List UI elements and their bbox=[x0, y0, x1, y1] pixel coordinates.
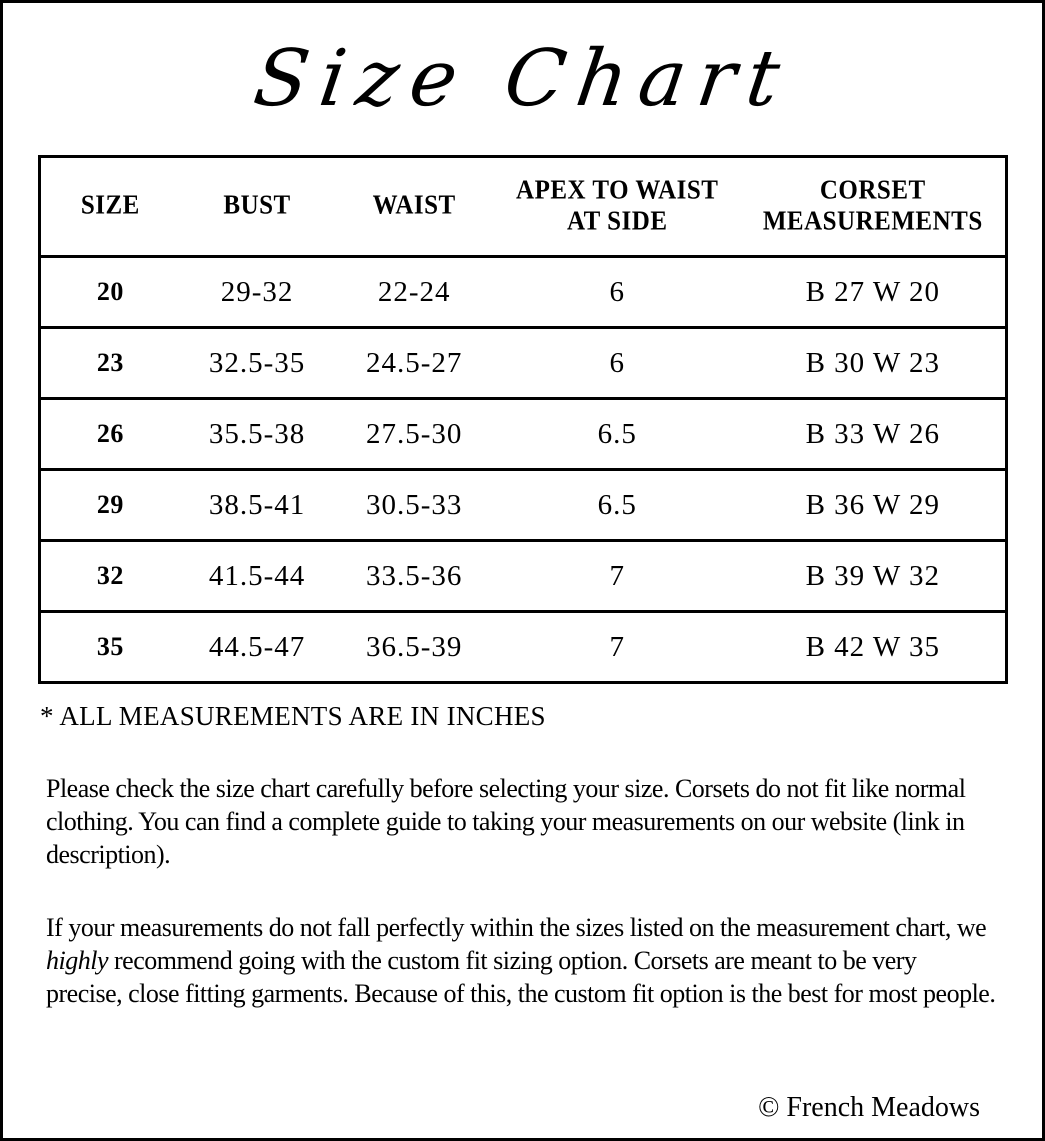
header-label-corset-line1: CORSET bbox=[819, 175, 926, 206]
table-row-size-20 bbox=[40, 257, 1007, 328]
header-label-size: SIZE bbox=[80, 191, 140, 221]
cell-bust: 32.5-35 bbox=[180, 328, 335, 399]
cell-corset: B 33 W 26 bbox=[741, 399, 1007, 470]
cell-corset: B 42 W 35 bbox=[741, 612, 1007, 683]
cell-apex: 6.5 bbox=[494, 399, 741, 470]
size-table-header bbox=[40, 157, 1007, 257]
cell-bust: 41.5-44 bbox=[180, 541, 335, 612]
header-label-apex-line1: APEX TO WAIST bbox=[516, 175, 719, 206]
cell-apex: 6 bbox=[494, 257, 741, 328]
title-area bbox=[3, 3, 1042, 155]
measurements-footnote: * ALL MEASUREMENTS ARE IN INCHES bbox=[40, 701, 546, 731]
page-title: Size Chart bbox=[248, 34, 797, 124]
header-cell-waist bbox=[334, 157, 494, 257]
cell-corset: B 27 W 20 bbox=[741, 257, 1007, 328]
table-row-size-29 bbox=[40, 470, 1007, 541]
header-cell-size bbox=[40, 157, 180, 257]
cell-size: 23 bbox=[40, 328, 180, 399]
table-row-size-23 bbox=[40, 328, 1007, 399]
header-cell-apex-to-waist bbox=[494, 157, 741, 257]
custom-fit-paragraph bbox=[46, 911, 998, 1010]
cell-waist: 27.5-30 bbox=[334, 399, 494, 470]
cell-bust: 38.5-41 bbox=[180, 470, 335, 541]
header-label-bust: BUST bbox=[223, 191, 291, 221]
table-row-size-35 bbox=[40, 612, 1007, 683]
cell-waist: 33.5-36 bbox=[334, 541, 494, 612]
copyright-notice: © French Meadows bbox=[758, 1092, 980, 1123]
cell-waist: 36.5-39 bbox=[334, 612, 494, 683]
header-cell-corset-measurements bbox=[741, 157, 1007, 257]
header-label-corset-line2: MEASUREMENTS bbox=[762, 206, 983, 236]
cell-corset: B 39 W 32 bbox=[741, 541, 1007, 612]
cell-waist: 22-24 bbox=[334, 257, 494, 328]
custom-fit-text-before: If your measurements do not fall perfectly within the sizes listed on the measurement chart, we bbox=[46, 913, 987, 942]
header-row bbox=[40, 157, 1007, 257]
cell-size: 26 bbox=[40, 399, 180, 470]
custom-fit-text-after: recommend going with the custom fit sizing option. Corsets are meant to be very precise, close fitting garments. Because of this, the custom fit option is the best for most people. bbox=[46, 946, 996, 1008]
table-row-size-32 bbox=[40, 541, 1007, 612]
cell-apex: 7 bbox=[494, 541, 741, 612]
size-table-body bbox=[40, 257, 1007, 683]
size-table bbox=[38, 155, 1008, 684]
cell-waist: 30.5-33 bbox=[334, 470, 494, 541]
cell-apex: 6 bbox=[494, 328, 741, 399]
cell-size: 29 bbox=[40, 470, 180, 541]
cell-bust: 35.5-38 bbox=[180, 399, 335, 470]
cell-bust: 44.5-47 bbox=[180, 612, 335, 683]
header-label-waist: WAIST bbox=[372, 191, 456, 221]
care-note-text: Please check the size chart carefully before selecting your size. Corsets do not fit like normal clothing. You can find a complete guide to taking your measurements on our website (link in description). bbox=[46, 774, 966, 869]
header-label-apex-line2: AT SIDE bbox=[566, 206, 668, 236]
header-cell-bust bbox=[180, 157, 335, 257]
cell-size: 32 bbox=[40, 541, 180, 612]
cell-waist: 24.5-27 bbox=[334, 328, 494, 399]
table-row-size-26 bbox=[40, 399, 1007, 470]
cell-apex: 7 bbox=[494, 612, 741, 683]
custom-fit-emphasis: highly bbox=[46, 946, 108, 975]
cell-corset: B 36 W 29 bbox=[741, 470, 1007, 541]
cell-size: 20 bbox=[40, 257, 180, 328]
care-note-paragraph bbox=[46, 772, 998, 871]
cell-apex: 6.5 bbox=[494, 470, 741, 541]
cell-corset: B 30 W 23 bbox=[741, 328, 1007, 399]
cell-size: 35 bbox=[40, 612, 180, 683]
cell-bust: 29-32 bbox=[180, 257, 335, 328]
